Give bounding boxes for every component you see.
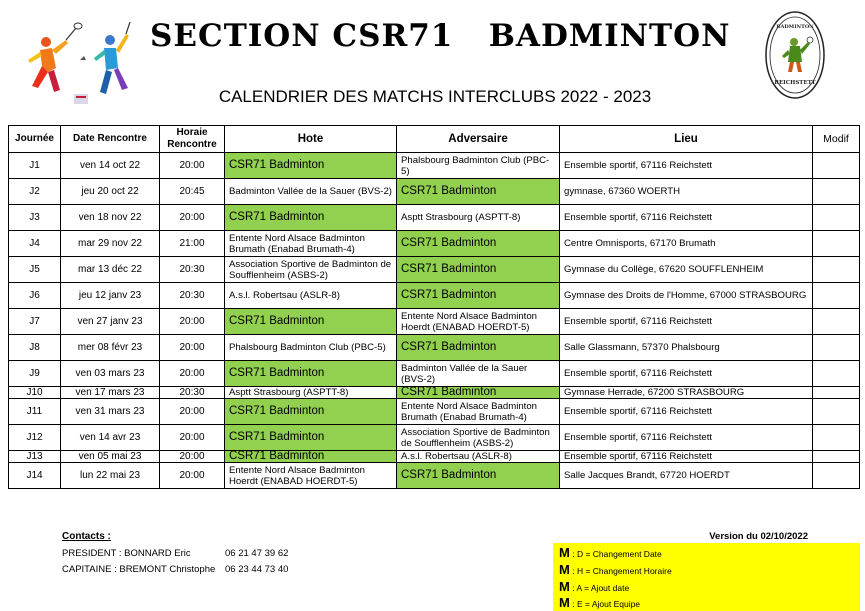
cell-adversaire: Phalsbourg Badminton Club (PBC-5) (397, 153, 560, 179)
cell-horaire: 20:00 (160, 361, 225, 387)
cell-hote: Badminton Vallée de la Sauer (BVS-2) (225, 179, 397, 205)
page-title: SECTION CSR71 BADMINTON (150, 18, 731, 54)
cell-horaire: 20:00 (160, 153, 225, 179)
contact-president-phone: 06 21 47 39 62 (225, 548, 289, 559)
cell-adversaire: CSR71 Badminton (397, 257, 560, 283)
cell-modif (813, 153, 860, 179)
cell-adversaire: CSR71 Badminton (397, 335, 560, 361)
cell-lieu: Centre Omnisports, 67170 Brumath (560, 231, 813, 257)
cell-adversaire: Association Sportive de Badminton de Soufflenheim (ASBS-2) (397, 425, 560, 451)
cell-horaire: 20:30 (160, 283, 225, 309)
badge-bottom-text: REICHSTETT (774, 80, 816, 86)
badminton-players-logo (18, 20, 138, 110)
contact-captain-phone: 06 23 44 73 40 (225, 564, 289, 575)
table-row (9, 335, 860, 361)
table-row (9, 257, 860, 283)
cell-journee: J1 (9, 153, 61, 179)
table-row (9, 283, 860, 309)
table-row (9, 179, 860, 205)
cell-journee: J8 (9, 335, 61, 361)
cell-modif (813, 335, 860, 361)
version-date: Version du 02/10/2022 (709, 531, 808, 542)
cell-journee: J9 (9, 361, 61, 387)
cell-date: jeu 20 oct 22 (61, 179, 160, 205)
table-row (9, 463, 860, 489)
cell-lieu: gymnase, 67360 WOERTH (560, 179, 813, 205)
cell-adversaire: Badminton Vallée de la Sauer (BVS-2) (397, 361, 560, 387)
cell-modif (813, 451, 860, 463)
header-horaire: Horaie Rencontre (160, 126, 225, 153)
cell-lieu: Gymnase du Collège, 67620 SOUFFLENHEIM (560, 257, 813, 283)
cell-hote: Phalsbourg Badminton Club (PBC-5) (225, 335, 397, 361)
cell-hote: CSR71 Badminton (225, 309, 397, 335)
cell-modif (813, 425, 860, 451)
cell-horaire: 20:00 (160, 399, 225, 425)
cell-adversaire: CSR71 Badminton (397, 231, 560, 257)
cell-horaire: 20:30 (160, 387, 225, 399)
modification-legend (553, 543, 860, 611)
contact-captain: CAPITAINE : BREMONT Christophe (62, 564, 216, 575)
cell-lieu: Ensemble sportif, 67116 Reichstett (560, 153, 813, 179)
badge-top-text: BADMINTON (776, 24, 814, 30)
table-row (9, 309, 860, 335)
table-row (9, 361, 860, 387)
contact-president: PRESIDENT : BONNARD Eric (62, 548, 191, 559)
cell-date: ven 27 janv 23 (61, 309, 160, 335)
cell-adversaire: Asptt Strasbourg (ASPTT-8) (397, 205, 560, 231)
cell-hote: CSR71 Badminton (225, 153, 397, 179)
cell-adversaire: CSR71 Badminton (397, 387, 560, 399)
cell-horaire: 20:00 (160, 425, 225, 451)
cell-horaire: 20:00 (160, 205, 225, 231)
cell-date: ven 03 mars 23 (61, 361, 160, 387)
cell-horaire: 20:30 (160, 257, 225, 283)
cell-date: mar 29 nov 22 (61, 231, 160, 257)
cell-adversaire: CSR71 Badminton (397, 283, 560, 309)
header-modif: Modif (813, 126, 860, 153)
table-row (9, 399, 860, 425)
table-row (9, 153, 860, 179)
cell-date: ven 18 nov 22 (61, 205, 160, 231)
table-row (9, 231, 860, 257)
legend-item: M : H = Changement Horaire (559, 562, 672, 577)
cell-hote: CSR71 Badminton (225, 399, 397, 425)
cell-date: ven 17 mars 23 (61, 387, 160, 399)
header-hote: Hote (225, 126, 397, 153)
cell-modif (813, 283, 860, 309)
cell-journee: J6 (9, 283, 61, 309)
cell-date: ven 14 oct 22 (61, 153, 160, 179)
cell-modif (813, 387, 860, 399)
cell-modif (813, 309, 860, 335)
cell-lieu: Ensemble sportif, 67116 Reichstett (560, 309, 813, 335)
cell-lieu: Salle Jacques Brandt, 67720 HOERDT (560, 463, 813, 489)
cell-lieu: Ensemble sportif, 67116 Reichstett (560, 399, 813, 425)
cell-journee: J5 (9, 257, 61, 283)
cell-date: ven 31 mars 23 (61, 399, 160, 425)
cell-modif (813, 399, 860, 425)
header-adversaire: Adversaire (397, 126, 560, 153)
legend-item: M : A = Ajout date (559, 579, 630, 594)
cell-date: jeu 12 janv 23 (61, 283, 160, 309)
match-calendar-table (8, 125, 860, 489)
legend-item: M : E = Ajout Equipe (559, 595, 641, 610)
cell-adversaire: CSR71 Badminton (397, 179, 560, 205)
table-row (9, 451, 860, 463)
cell-journee: J12 (9, 425, 61, 451)
cell-adversaire: CSR71 Badminton (397, 463, 560, 489)
cell-horaire: 20:00 (160, 335, 225, 361)
cell-journee: J13 (9, 451, 61, 463)
table-row (9, 205, 860, 231)
cell-date: mer 08 févr 23 (61, 335, 160, 361)
cell-journee: J14 (9, 463, 61, 489)
cell-adversaire: Entente Nord Alsace Badminton Hoerdt (ENABAD HOERDT-5) (397, 309, 560, 335)
cell-horaire: 20:00 (160, 309, 225, 335)
cell-journee: J4 (9, 231, 61, 257)
cell-modif (813, 257, 860, 283)
cell-modif (813, 179, 860, 205)
cell-lieu: Gymnase Herrade, 67200 STRASBOURG (560, 387, 813, 399)
cell-date: ven 14 avr 23 (61, 425, 160, 451)
cell-journee: J3 (9, 205, 61, 231)
cell-hote: CSR71 Badminton (225, 451, 397, 463)
cell-adversaire: Entente Nord Alsace Badminton Brumath (Enabad Brumath-4) (397, 399, 560, 425)
cell-hote: CSR71 Badminton (225, 361, 397, 387)
cell-lieu: Gymnase des Droits de l'Homme, 67000 STRASBOURG (560, 283, 813, 309)
cell-modif (813, 463, 860, 489)
cell-horaire: 20:45 (160, 179, 225, 205)
cell-modif (813, 205, 860, 231)
cell-lieu: Ensemble sportif, 67116 Reichstett (560, 425, 813, 451)
cell-lieu: Ensemble sportif, 67116 Reichstett (560, 361, 813, 387)
contacts-title: Contacts : (62, 531, 111, 542)
cell-modif (813, 361, 860, 387)
cell-horaire: 20:00 (160, 463, 225, 489)
cell-horaire: 21:00 (160, 231, 225, 257)
club-badge-logo (764, 10, 826, 100)
legend-item: M : D = Changement Date (559, 545, 662, 560)
table-row (9, 425, 860, 451)
cell-hote: Entente Nord Alsace Badminton Brumath (Enabad Brumath-4) (225, 231, 397, 257)
cell-date: mar 13 déc 22 (61, 257, 160, 283)
cell-hote: Association Sportive de Badminton de Soufflenheim (ASBS-2) (225, 257, 397, 283)
cell-journee: J10 (9, 387, 61, 399)
cell-lieu: Salle Glassmann, 57370 Phalsbourg (560, 335, 813, 361)
cell-modif (813, 231, 860, 257)
table-row (9, 387, 860, 399)
header-journee: Journée (9, 126, 61, 153)
cell-hote: CSR71 Badminton (225, 205, 397, 231)
header-lieu: Lieu (560, 126, 813, 153)
cell-date: ven 05 mai 23 (61, 451, 160, 463)
header-date: Date Rencontre (61, 126, 160, 153)
cell-hote: A.s.l. Robertsau (ASLR-8) (225, 283, 397, 309)
cell-adversaire: A.s.l. Robertsau (ASLR-8) (397, 451, 560, 463)
cell-journee: J2 (9, 179, 61, 205)
cell-lieu: Ensemble sportif, 67116 Reichstett (560, 205, 813, 231)
cell-journee: J7 (9, 309, 61, 335)
cell-date: lun 22 mai 23 (61, 463, 160, 489)
cell-hote: Entente Nord Alsace Badminton Hoerdt (ENABAD HOERDT-5) (225, 463, 397, 489)
cell-lieu: Ensemble sportif, 67116 Reichstett (560, 451, 813, 463)
table-header-row (9, 126, 860, 153)
cell-hote: Asptt Strasbourg (ASPTT-8) (225, 387, 397, 399)
cell-horaire: 20:00 (160, 451, 225, 463)
cell-hote: CSR71 Badminton (225, 425, 397, 451)
page-subtitle: CALENDRIER DES MATCHS INTERCLUBS 2022 - 2023 (218, 87, 652, 106)
cell-journee: J11 (9, 399, 61, 425)
